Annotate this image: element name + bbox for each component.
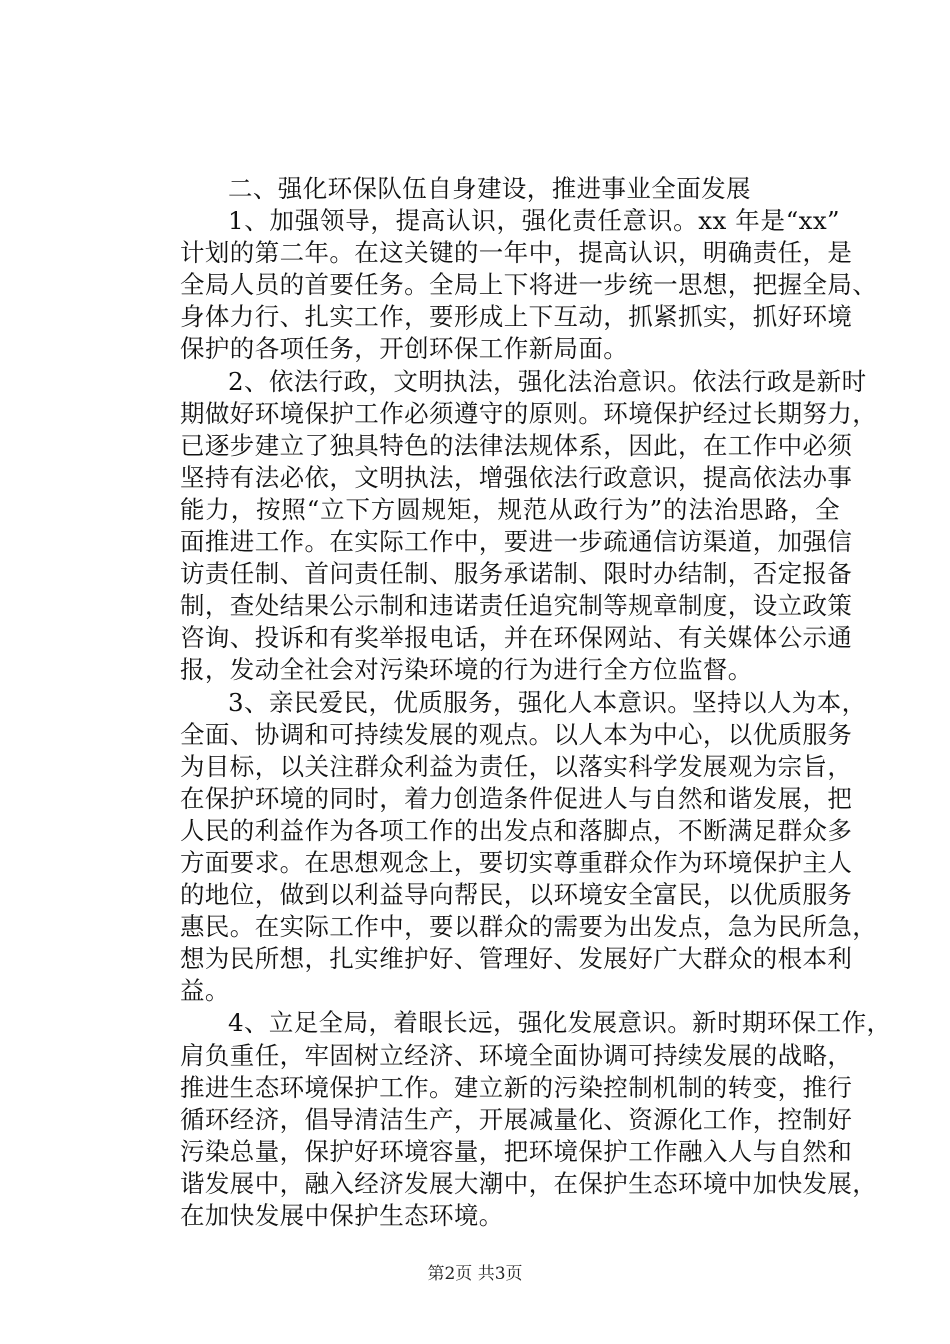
document-body bbox=[180, 173, 892, 1232]
paragraph-2-line-2: 期做好环境保护工作必须遵守的原则。环境保护经过长期努力， bbox=[180, 398, 878, 428]
paragraph-2-line-9: 咨询、投诉和有奖举报电话，并在环保网站、有关媒体公示通 bbox=[180, 623, 853, 653]
paragraph-3-line-7: 的地位，做到以利益导向帮民，以环境安全富民，以优质服务 bbox=[180, 880, 853, 910]
paragraph-3-line-10: 益。 bbox=[180, 976, 230, 1006]
paragraph-2-line-6: 面推进工作。在实际工作中，要进一步疏通信访渠道，加强信 bbox=[180, 527, 853, 557]
paragraph-4-line-3: 推进生态环境保护工作。建立新的污染控制机制的转变，推行 bbox=[180, 1072, 853, 1102]
paragraph-2-line-3: 已逐步建立了独具特色的法律法规体系，因此，在工作中必须 bbox=[180, 430, 853, 460]
paragraph-3-line-2: 全面、协调和可持续发展的观点。以人本为中心，以优质服务 bbox=[180, 719, 853, 749]
paragraph-3-line-4: 在保护环境的同时，着力创造条件促进人与自然和谐发展，把 bbox=[180, 783, 853, 813]
paragraph-2-line-1: 2、依法行政，文明执法，强化法治意识。依法行政是新时 bbox=[228, 366, 867, 396]
paragraph-1-line-5: 保护的各项任务，开创环保工作新局面。 bbox=[180, 334, 629, 364]
paragraph-1-line-1: 1、加强领导，提高认识，强化责任意识。xx 年是“xx” bbox=[228, 206, 840, 236]
paragraph-3-line-6: 方面要求。在思想观念上，要切实尊重群众作为环境保护主人 bbox=[180, 847, 853, 877]
paragraph-4-line-2: 肩负重任，牢固树立经济、环境全面协调可持续发展的战略， bbox=[180, 1040, 853, 1070]
paragraph-4-line-7: 在加快发展中保护生态环境。 bbox=[180, 1201, 504, 1230]
paragraph-1-line-3: 全局人员的首要任务。全局上下将进一步统一思想，把握全局、 bbox=[180, 270, 878, 300]
paragraph-3-line-3: 为目标，以关注群众利益为责任，以落实科学发展观为宗旨， bbox=[180, 751, 853, 781]
paragraph-4-line-1: 4、立足全局，着眼长远，强化发展意识。新时期环保工作， bbox=[228, 1008, 892, 1038]
paragraph-2-line-10: 报，发动全社会对污染环境的行为进行全方位监督。 bbox=[180, 655, 753, 685]
paragraph-2-line-5: 能力，按照“立下方圆规矩，规范从政行为”的法治思路，全 bbox=[180, 494, 840, 524]
paragraph-1-line-4: 身体力行、扎实工作，要形成上下互动，抓紧抓实，抓好环境 bbox=[180, 302, 853, 332]
paragraph-1-line-2: 计划的第二年。在这关键的一年中，提高认识，明确责任，是 bbox=[180, 238, 853, 268]
paragraph-3-line-1: 3、亲民爱民，优质服务，强化人本意识。坚持以人为本， bbox=[228, 687, 867, 717]
paragraph-4-line-5: 污染总量，保护好环境容量，把环境保护工作融入人与自然和 bbox=[180, 1136, 853, 1166]
section-heading: 二、强化环保队伍自身建设，推进事业全面发展 bbox=[228, 174, 751, 203]
paragraph-2-line-4: 坚持有法必依，文明执法，增强依法行政意识，提高依法办事 bbox=[180, 462, 853, 492]
paragraph-2-line-7: 访责任制、首问责任制、服务承诺制、限时办结制，否定报备 bbox=[180, 559, 853, 589]
paragraph-3-line-9: 想为民所想，扎实维护好、管理好、发展好广大群众的根本利 bbox=[180, 944, 853, 974]
paragraph-2-line-8: 制，查处结果公示制和违诺责任追究制等规章制度，设立政策 bbox=[180, 591, 853, 621]
paragraph-3-line-5: 人民的利益作为各项工作的出发点和落脚点，不断满足群众多 bbox=[180, 815, 853, 845]
page-footer: 第2页 共3页 bbox=[427, 1264, 523, 1284]
paragraph-4-line-6: 谐发展中，融入经济发展大潮中，在保护生态环境中加快发展， bbox=[180, 1168, 878, 1198]
paragraph-3-line-8: 惠民。在实际工作中，要以群众的需要为出发点，急为民所急， bbox=[180, 912, 878, 942]
paragraph-4-line-4: 循环经济，倡导清洁生产，开展减量化、资源化工作，控制好 bbox=[180, 1104, 853, 1134]
